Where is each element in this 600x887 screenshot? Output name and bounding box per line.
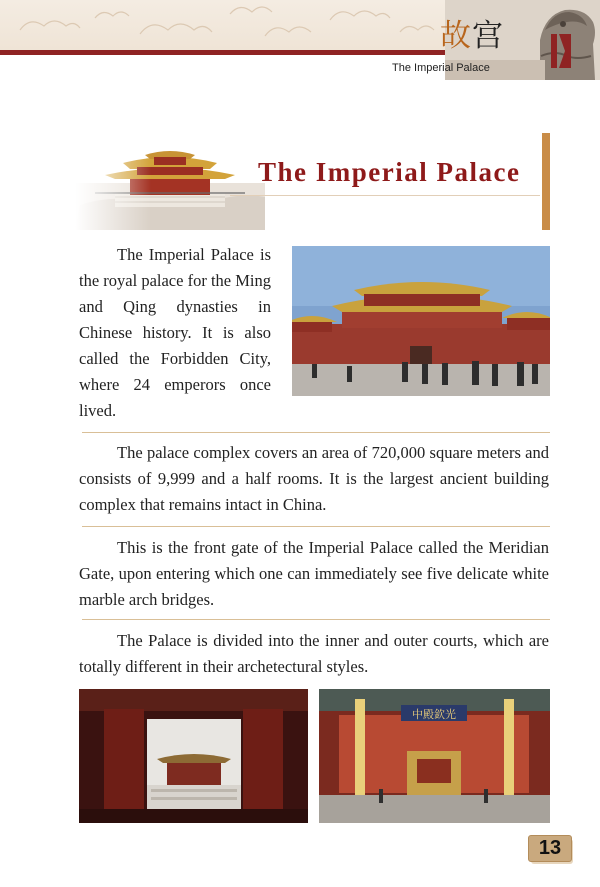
paragraph-meridian-gate: This is the front gate of the Imperial Palace called the Meridian Gate, upon entering which one can immediately see five delicate white marble arch bridges.	[79, 538, 549, 609]
separator-line-2	[82, 526, 550, 527]
header-chinese-char-2: 宫	[472, 18, 504, 54]
meridian-gate-photo	[292, 246, 550, 396]
separator-line-3	[82, 619, 550, 620]
paragraph-courts: The Palace is divided into the inner and outer courts, which are totally different in their archetectural styles.	[79, 631, 549, 676]
header-bookmark-icon	[551, 34, 571, 68]
inner-gate-photo	[79, 689, 308, 823]
throne-plaque-text: 中殿欽光	[412, 708, 456, 721]
header-cloud-pattern	[0, 0, 445, 50]
title-accent-bar	[542, 133, 550, 230]
paragraph-intro: The Imperial Palace is the royal palace for the Ming and Qing dynasties in Chinese history. It is also called the Forbidden City, where 24 emperors once lived.	[79, 245, 271, 420]
separator-line-1	[82, 432, 550, 433]
throne-hall-photo	[319, 689, 550, 823]
pavilion-illustration	[75, 145, 265, 230]
title-underline	[230, 195, 540, 196]
header-english-title: The Imperial Palace	[392, 62, 490, 74]
paragraph-area: The palace complex covers an area of 720,000 square meters and consists of 9,999 and a half rooms. It is the largest ancient building complex that remains intact in China.	[79, 443, 549, 514]
page-number: 13	[528, 835, 572, 862]
page-header	[0, 0, 600, 80]
header-chinese-char-1: 故	[440, 18, 472, 54]
header-chinese-title	[440, 18, 504, 54]
page-title: The Imperial Palace	[258, 157, 521, 187]
header-red-rule	[0, 50, 447, 55]
